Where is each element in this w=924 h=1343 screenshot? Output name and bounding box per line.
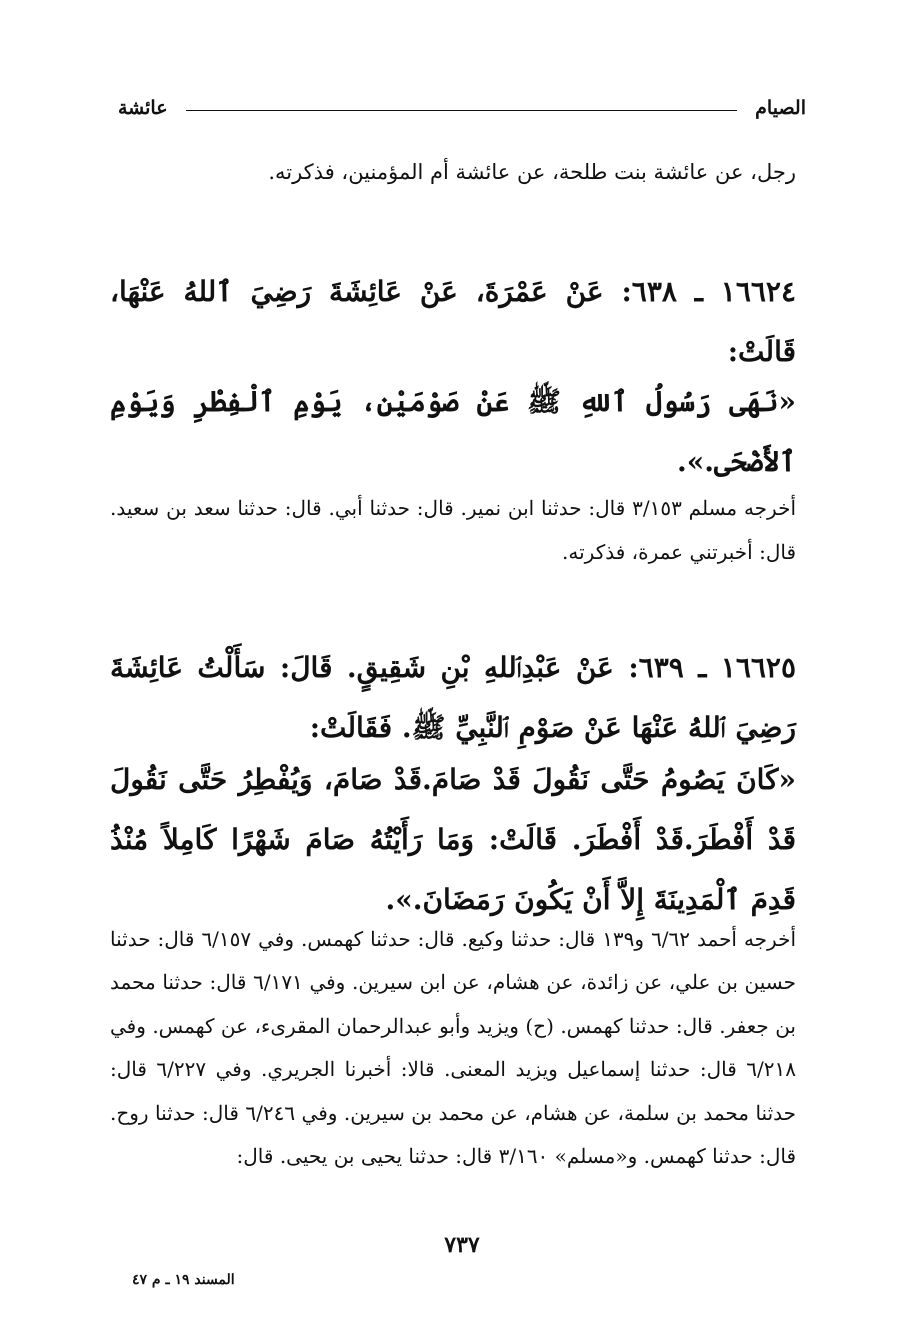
hadith-2-source: أخرجه أحمد ٦/٦٢ و١٣٩ قال: حدثنا وكيع. قال: حدثنا كهمس. وفي ٦/١٥٧ قال: حدثنا حسين بن علي، عن زائدة، عن هشام، عن ابن سيرين. وفي ٦/١٧١ قال: حدثنا محمد بن جعفر. قال: حدثنا كهمس. (ح) ويزيد وأبو عبدالرحمان المقرىء، عن كهمس. وفي ٦/٢١٨ قال: حدثنا إسماعيل ويزيد المعنى. قالا: أخبرنا الجريري. وفي ٦/٢٢٧ قال: حدثنا محمد بن سلمة، عن هشام، عن محمد بن سيرين. وفي ٦/٢٤٦ قال: حدثنا روح. قال: حدثنا كهمس. و«مسلم» ٣/١٦٠ قال: حدثنا يحيى بن يحيى. قال: (110, 927, 797, 1169)
continuation-line: رجل، عن عائشة بنت طلحة، عن عائشة أم المؤمنين، فذكرته. (268, 160, 796, 184)
hadith-2-chain (110, 638, 796, 758)
hadith-1-isnad: عَنْ عَمْرَةَ، عَنْ عَائِشَةَ رَضِيَ ٱللهُ عَنْهَا، قَالَتْ: (110, 275, 796, 368)
hadith-1-text: «نَهَى رَسُولُ ٱللهِ ﷺ عَنْ صَوْمَيْنِ، يَوْمِ ٱلْفِطْرِ وَيَوْمِ ٱلأَضْحَى.». (110, 385, 796, 478)
hadith-1-chain (110, 262, 796, 382)
header-narrator-name: عائشة (118, 97, 168, 119)
hadith-1-source: أخرجه مسلم ٣/١٥٣ قال: حدثنا ابن نمير. قال: حدثنا أبي. قال: حدثنا سعد بن سعيد. قال: أخبرتني عمرة، فذكرته. (110, 496, 796, 564)
hadith-2-text: «كَانَ يَصُومُ حَتَّى نَقُولَ قَدْ صَامَ.قَدْ صَامَ، وَيُفْطِرُ حَتَّى نَقُولَ قَدْ أَفْطَرَ.قَدْ أَفْطَرَ. قَالَتْ: وَمَا رَأَيْتُهُ صَامَ شَهْرًا كَامِلاً مُنْذُ قَدِمَ ٱلْمَدِينَةَ إِلاَّ أَنْ يَكُونَ رَمَضَانَ.». (110, 763, 796, 916)
running-header (118, 92, 806, 124)
header-rule (186, 110, 738, 111)
hadith-2-number: ١٦٦٢٥ ـ ٦٣٩: (628, 651, 797, 684)
hadith-2-isnad: عَنْ عَبْدِٱللهِ بْنِ شَقِيقٍ. قَالَ: سَأَلْتُ عَائِشَةَ رَضِيَ ٱللهُ عَنْهَا عَنْ صَوْمِ ٱلنَّبِيِّ ﷺ. فَقَالَتْ: (110, 651, 796, 744)
printer-signature: المسند ١٩ ـ م ٤٧ (132, 1272, 235, 1288)
page-number: ٧٣٧ (444, 1232, 480, 1258)
header-chapter-title: الصيام (755, 97, 806, 119)
hadith-1-number: ١٦٦٢٤ ـ ٦٣٨: (621, 275, 796, 308)
